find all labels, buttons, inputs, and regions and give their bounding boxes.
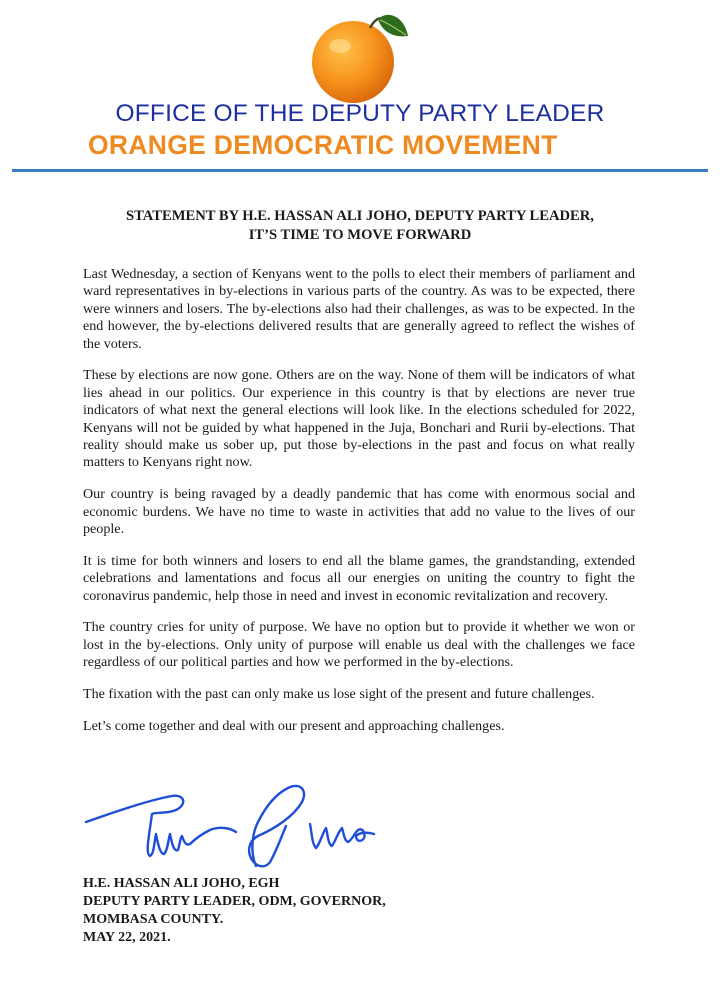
paragraph-3: Our country is being ravaged by a deadly pandemic that has come with enormous social and economic burdens. We have no time to waste in activities that add no value to the lives of our people. [83, 486, 635, 538]
statement-body [83, 266, 635, 750]
statement-title-line-2: IT’S TIME TO MOVE FORWARD [248, 227, 472, 243]
statement-date: MAY 22, 2021. [83, 930, 171, 945]
signatory-block [83, 875, 386, 947]
header-divider [12, 169, 708, 172]
statement-title [0, 207, 720, 245]
office-heading: OFFICE OF THE DEPUTY PARTY LEADER [115, 100, 605, 127]
paragraph-7: Let’s come together and deal with our present and approaching challenges. [83, 717, 505, 734]
paragraph-2: These by elections are now gone. Others are on the way. None of them will be indicators of what lies ahead in our politics. Our experience in this country is that by elections are never true indicators of what next the general elections will look like. In the elections scheduled for 2022, Kenyans will not be guided by what happened in the Juja, Bonchari and Rurii by-elections. That reality should make us sober up, put those by-elections in the past and focus on what really matters to Kenyans right now. [83, 367, 635, 471]
statement-title-line-1: STATEMENT BY H.E. HASSAN ALI JOHO, DEPUTY PARTY LEADER, [126, 208, 594, 224]
paragraph-1: Last Wednesday, a section of Kenyans went to the polls to elect their members of parliament and ward representatives in by-elections in various parts of the country. As was to be expected, there were winners and losers. The by-elections also had their challenges, as was to be expected. In the end however, the by-elections delivered results that are generally agreed to reflect the wishes of the voters. [83, 266, 635, 352]
orange-fruit-logo-icon [296, 6, 416, 110]
paragraph-6: The fixation with the past can only make us lose sight of the present and future challenges. [83, 686, 595, 703]
signatory-name: H.E. HASSAN ALI JOHO, EGH [83, 876, 280, 891]
party-name-heading: ORANGE DEMOCRATIC MOVEMENT [88, 130, 558, 160]
paragraph-5: The country cries for unity of purpose. We have no option but to provide it whether we won or lost in the by-elections. Only unity of purpose will enable us deal with the challenges we face regardless of our political parties and how we performed in the by-elections. [83, 619, 635, 671]
paragraph-4: It is time for both winners and losers to end all the blame games, the grandstanding, extended celebrations and lamentations and focus all our energies on uniting the country to fight the coronavirus pandemic, help those in need and invest in economic revitalization and recovery. [83, 552, 635, 604]
signatory-role: DEPUTY PARTY LEADER, ODM, GOVERNOR, [83, 894, 386, 909]
signatory-county: MOMBASA COUNTY. [83, 912, 224, 927]
handwritten-signature [80, 770, 400, 880]
